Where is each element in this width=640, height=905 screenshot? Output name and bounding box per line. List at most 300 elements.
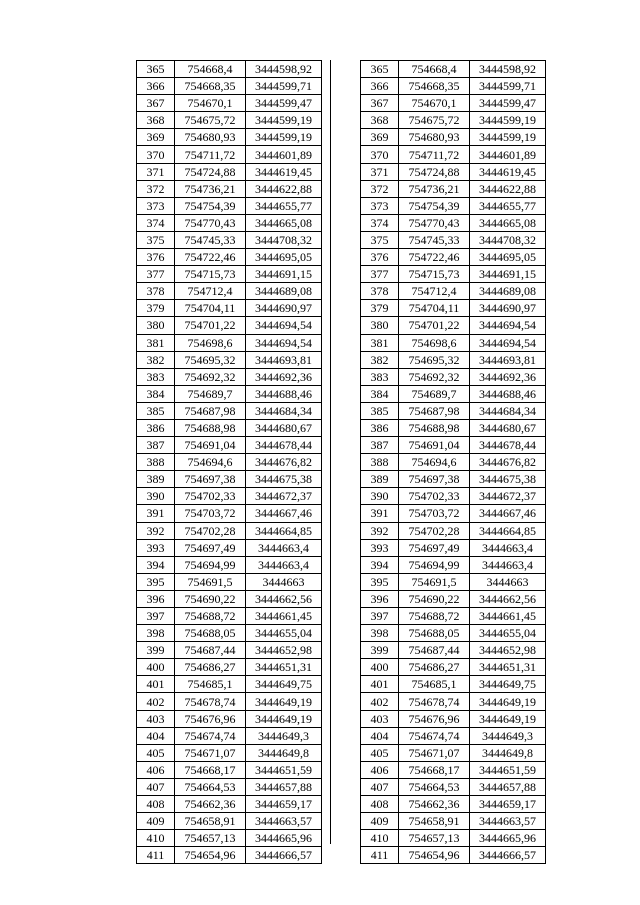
table-row (137, 95, 322, 112)
table-row (137, 266, 322, 283)
x-coordinate-cell: 754701,22 (175, 317, 246, 334)
x-coordinate-cell: 754668,4 (175, 61, 246, 78)
x-coordinate-cell: 754687,98 (175, 402, 246, 419)
point-number-cell: 401 (137, 676, 175, 693)
x-coordinate-cell: 754694,99 (175, 556, 246, 573)
x-coordinate-cell: 754671,07 (175, 744, 246, 761)
y-coordinate-cell: 3444599,19 (470, 112, 546, 129)
y-coordinate-cell: 3444649,75 (470, 676, 546, 693)
y-coordinate-cell: 3444651,59 (470, 761, 546, 778)
point-number-cell: 365 (361, 61, 399, 78)
y-coordinate-cell: 3444694,54 (246, 317, 322, 334)
x-coordinate-cell: 754654,96 (175, 847, 246, 864)
y-coordinate-cell: 3444655,77 (470, 197, 546, 214)
x-coordinate-cell: 754671,07 (399, 744, 470, 761)
y-coordinate-cell: 3444689,08 (470, 283, 546, 300)
x-coordinate-cell: 754692,32 (399, 368, 470, 385)
point-number-cell: 366 (137, 78, 175, 95)
point-number-cell: 388 (361, 454, 399, 471)
y-coordinate-cell: 3444708,32 (470, 231, 546, 248)
y-coordinate-cell: 3444662,56 (246, 590, 322, 607)
y-coordinate-cell: 3444680,67 (470, 419, 546, 436)
table-row (361, 249, 546, 266)
x-coordinate-cell: 754688,05 (399, 625, 470, 642)
point-number-cell: 381 (137, 334, 175, 351)
point-number-cell: 371 (137, 163, 175, 180)
x-coordinate-cell: 754695,32 (175, 351, 246, 368)
x-coordinate-cell: 754694,6 (175, 454, 246, 471)
table-row (137, 300, 322, 317)
coordinates-table-right-body (361, 61, 546, 864)
point-number-cell: 399 (137, 642, 175, 659)
x-coordinate-cell: 754745,33 (399, 231, 470, 248)
y-coordinate-cell: 3444689,08 (246, 283, 322, 300)
table-row (361, 385, 546, 402)
x-coordinate-cell: 754702,28 (399, 522, 470, 539)
table-row (361, 625, 546, 642)
y-coordinate-cell: 3444695,05 (246, 249, 322, 266)
table-row (137, 727, 322, 744)
y-coordinate-cell: 3444678,44 (470, 437, 546, 454)
y-coordinate-cell: 3444619,45 (470, 163, 546, 180)
x-coordinate-cell: 754690,22 (175, 590, 246, 607)
y-coordinate-cell: 3444649,19 (246, 693, 322, 710)
x-coordinate-cell: 754675,72 (399, 112, 470, 129)
point-number-cell: 383 (361, 368, 399, 385)
x-coordinate-cell: 754722,46 (399, 249, 470, 266)
table-row (137, 556, 322, 573)
x-coordinate-cell: 754689,7 (399, 385, 470, 402)
y-coordinate-cell: 3444663,4 (246, 556, 322, 573)
y-coordinate-cell: 3444688,46 (246, 385, 322, 402)
y-coordinate-cell: 3444684,34 (246, 402, 322, 419)
y-coordinate-cell: 3444622,88 (470, 180, 546, 197)
x-coordinate-cell: 754676,96 (175, 710, 246, 727)
x-coordinate-cell: 754691,04 (175, 437, 246, 454)
y-coordinate-cell: 3444665,08 (246, 214, 322, 231)
point-number-cell: 366 (361, 78, 399, 95)
x-coordinate-cell: 754678,74 (175, 693, 246, 710)
y-coordinate-cell: 3444599,71 (246, 78, 322, 95)
point-number-cell: 380 (137, 317, 175, 334)
x-coordinate-cell: 754703,72 (175, 505, 246, 522)
point-number-cell: 373 (137, 197, 175, 214)
point-number-cell: 411 (137, 847, 175, 864)
x-coordinate-cell: 754668,17 (175, 761, 246, 778)
point-number-cell: 374 (361, 214, 399, 231)
table-row (137, 693, 322, 710)
y-coordinate-cell: 3444657,88 (470, 778, 546, 795)
y-coordinate-cell: 3444688,46 (470, 385, 546, 402)
table-row (361, 180, 546, 197)
table-row (361, 522, 546, 539)
x-coordinate-cell: 754670,1 (175, 95, 246, 112)
table-row (137, 197, 322, 214)
x-coordinate-cell: 754704,11 (399, 300, 470, 317)
x-coordinate-cell: 754678,74 (399, 693, 470, 710)
point-number-cell: 392 (137, 522, 175, 539)
y-coordinate-cell: 3444601,89 (246, 146, 322, 163)
y-coordinate-cell: 3444655,04 (470, 625, 546, 642)
point-number-cell: 379 (361, 300, 399, 317)
table-row (361, 676, 546, 693)
point-number-cell: 390 (361, 488, 399, 505)
x-coordinate-cell: 754688,98 (399, 419, 470, 436)
y-coordinate-cell: 3444665,96 (470, 830, 546, 847)
point-number-cell: 385 (137, 402, 175, 419)
table-row (137, 419, 322, 436)
y-coordinate-cell: 3444649,3 (470, 727, 546, 744)
table-row (137, 334, 322, 351)
point-number-cell: 393 (361, 539, 399, 556)
x-coordinate-cell: 754674,74 (399, 727, 470, 744)
point-number-cell: 375 (361, 231, 399, 248)
y-coordinate-cell: 3444663 (470, 573, 546, 590)
y-coordinate-cell: 3444649,19 (246, 710, 322, 727)
point-number-cell: 372 (361, 180, 399, 197)
y-coordinate-cell: 3444694,54 (470, 317, 546, 334)
table-row (137, 539, 322, 556)
table-row (137, 249, 322, 266)
point-number-cell: 368 (361, 112, 399, 129)
y-coordinate-cell: 3444664,85 (246, 522, 322, 539)
table-row (361, 539, 546, 556)
point-number-cell: 386 (361, 419, 399, 436)
point-number-cell: 395 (361, 573, 399, 590)
point-number-cell: 379 (137, 300, 175, 317)
y-coordinate-cell: 3444694,54 (246, 334, 322, 351)
point-number-cell: 388 (137, 454, 175, 471)
point-number-cell: 398 (137, 625, 175, 642)
x-coordinate-cell: 754712,4 (399, 283, 470, 300)
y-coordinate-cell: 3444601,89 (470, 146, 546, 163)
table-row (361, 78, 546, 95)
point-number-cell: 402 (137, 693, 175, 710)
point-number-cell: 377 (361, 266, 399, 283)
x-coordinate-cell: 754668,4 (399, 61, 470, 78)
point-number-cell: 390 (137, 488, 175, 505)
x-coordinate-cell: 754685,1 (175, 676, 246, 693)
x-coordinate-cell: 754702,33 (399, 488, 470, 505)
point-number-cell: 365 (137, 61, 175, 78)
y-coordinate-cell: 3444665,08 (470, 214, 546, 231)
x-coordinate-cell: 754688,72 (399, 608, 470, 625)
point-number-cell: 378 (137, 283, 175, 300)
table-row (137, 180, 322, 197)
table-row (137, 454, 322, 471)
table-row (361, 830, 546, 847)
table-row (137, 129, 322, 146)
table-row (361, 214, 546, 231)
point-number-cell: 372 (137, 180, 175, 197)
point-number-cell: 386 (137, 419, 175, 436)
y-coordinate-cell: 3444691,15 (246, 266, 322, 283)
x-coordinate-cell: 754736,21 (399, 180, 470, 197)
y-coordinate-cell: 3444690,97 (246, 300, 322, 317)
table-row (137, 317, 322, 334)
x-coordinate-cell: 754687,44 (399, 642, 470, 659)
point-number-cell: 391 (361, 505, 399, 522)
point-number-cell: 384 (137, 385, 175, 402)
x-coordinate-cell: 754658,91 (175, 813, 246, 830)
table-row (361, 642, 546, 659)
point-number-cell: 396 (137, 590, 175, 607)
point-number-cell: 376 (361, 249, 399, 266)
table-row (137, 214, 322, 231)
table-row (361, 163, 546, 180)
y-coordinate-cell: 3444663 (246, 573, 322, 590)
x-coordinate-cell: 754712,4 (175, 283, 246, 300)
table-row (361, 197, 546, 214)
point-number-cell: 381 (361, 334, 399, 351)
table-row (361, 317, 546, 334)
point-number-cell: 410 (137, 830, 175, 847)
point-number-cell: 382 (137, 351, 175, 368)
point-number-cell: 376 (137, 249, 175, 266)
y-coordinate-cell: 3444672,37 (470, 488, 546, 505)
coordinates-table-left (136, 60, 322, 864)
x-coordinate-cell: 754691,5 (399, 573, 470, 590)
table-row (361, 744, 546, 761)
table-row (137, 761, 322, 778)
y-coordinate-cell: 3444619,45 (246, 163, 322, 180)
point-number-cell: 401 (361, 676, 399, 693)
table-row (361, 454, 546, 471)
x-coordinate-cell: 754658,91 (399, 813, 470, 830)
x-coordinate-cell: 754670,1 (399, 95, 470, 112)
point-number-cell: 385 (361, 402, 399, 419)
table-row (137, 112, 322, 129)
coordinates-table-right (360, 60, 546, 864)
point-number-cell: 371 (361, 163, 399, 180)
table-row (137, 163, 322, 180)
y-coordinate-cell: 3444663,4 (246, 539, 322, 556)
table-row (361, 693, 546, 710)
y-coordinate-cell: 3444599,47 (470, 95, 546, 112)
table-row (361, 727, 546, 744)
x-coordinate-cell: 754680,93 (175, 129, 246, 146)
column-divider (330, 60, 331, 844)
x-coordinate-cell: 754724,88 (175, 163, 246, 180)
point-number-cell: 378 (361, 283, 399, 300)
y-coordinate-cell: 3444676,82 (246, 454, 322, 471)
x-coordinate-cell: 754662,36 (399, 796, 470, 813)
x-coordinate-cell: 754715,73 (399, 266, 470, 283)
y-coordinate-cell: 3444663,4 (470, 539, 546, 556)
y-coordinate-cell: 3444598,92 (470, 61, 546, 78)
table-row (137, 590, 322, 607)
point-number-cell: 405 (361, 744, 399, 761)
x-coordinate-cell: 754654,96 (399, 847, 470, 864)
table-row (361, 488, 546, 505)
point-number-cell: 369 (361, 129, 399, 146)
table-row (137, 847, 322, 864)
table-row (137, 146, 322, 163)
table-row (361, 129, 546, 146)
point-number-cell: 403 (137, 710, 175, 727)
x-coordinate-cell: 754691,5 (175, 573, 246, 590)
point-number-cell: 375 (137, 231, 175, 248)
point-number-cell: 410 (361, 830, 399, 847)
x-coordinate-cell: 754722,46 (175, 249, 246, 266)
table-row (361, 796, 546, 813)
y-coordinate-cell: 3444649,8 (246, 744, 322, 761)
table-row (137, 505, 322, 522)
x-coordinate-cell: 754668,35 (175, 78, 246, 95)
y-coordinate-cell: 3444622,88 (246, 180, 322, 197)
x-coordinate-cell: 754724,88 (399, 163, 470, 180)
x-coordinate-cell: 754697,38 (399, 471, 470, 488)
point-number-cell: 397 (137, 608, 175, 625)
table-row (361, 556, 546, 573)
table-row (137, 608, 322, 625)
x-coordinate-cell: 754754,39 (399, 197, 470, 214)
table-row (137, 402, 322, 419)
y-coordinate-cell: 3444692,36 (246, 368, 322, 385)
table-row (361, 847, 546, 864)
x-coordinate-cell: 754697,49 (399, 539, 470, 556)
table-row (137, 676, 322, 693)
coordinates-table-left-body (137, 61, 322, 864)
table-row (137, 351, 322, 368)
x-coordinate-cell: 754686,27 (399, 659, 470, 676)
point-number-cell: 384 (361, 385, 399, 402)
y-coordinate-cell: 3444651,59 (246, 761, 322, 778)
y-coordinate-cell: 3444655,77 (246, 197, 322, 214)
y-coordinate-cell: 3444649,19 (470, 710, 546, 727)
point-number-cell: 403 (361, 710, 399, 727)
point-number-cell: 369 (137, 129, 175, 146)
table-row (361, 351, 546, 368)
y-coordinate-cell: 3444667,46 (470, 505, 546, 522)
x-coordinate-cell: 754711,72 (399, 146, 470, 163)
y-coordinate-cell: 3444655,04 (246, 625, 322, 642)
table-row (361, 334, 546, 351)
y-coordinate-cell: 3444693,81 (470, 351, 546, 368)
x-coordinate-cell: 754664,53 (175, 778, 246, 795)
x-coordinate-cell: 754754,39 (175, 197, 246, 214)
point-number-cell: 409 (361, 813, 399, 830)
point-number-cell: 367 (137, 95, 175, 112)
table-row (137, 813, 322, 830)
table-row (137, 78, 322, 95)
y-coordinate-cell: 3444667,46 (246, 505, 322, 522)
point-number-cell: 367 (361, 95, 399, 112)
point-number-cell: 370 (361, 146, 399, 163)
x-coordinate-cell: 754664,53 (399, 778, 470, 795)
y-coordinate-cell: 3444657,88 (246, 778, 322, 795)
table-row (361, 231, 546, 248)
y-coordinate-cell: 3444661,45 (470, 608, 546, 625)
point-number-cell: 380 (361, 317, 399, 334)
point-number-cell: 373 (361, 197, 399, 214)
x-coordinate-cell: 754745,33 (175, 231, 246, 248)
point-number-cell: 400 (361, 659, 399, 676)
point-number-cell: 407 (361, 778, 399, 795)
point-number-cell: 370 (137, 146, 175, 163)
table-row (361, 95, 546, 112)
table-row (361, 402, 546, 419)
point-number-cell: 377 (137, 266, 175, 283)
table-row (361, 710, 546, 727)
y-coordinate-cell: 3444666,57 (246, 847, 322, 864)
y-coordinate-cell: 3444675,38 (470, 471, 546, 488)
y-coordinate-cell: 3444690,97 (470, 300, 546, 317)
x-coordinate-cell: 754703,72 (399, 505, 470, 522)
x-coordinate-cell: 754697,49 (175, 539, 246, 556)
point-number-cell: 400 (137, 659, 175, 676)
x-coordinate-cell: 754680,93 (399, 129, 470, 146)
x-coordinate-cell: 754770,43 (399, 214, 470, 231)
point-number-cell: 394 (361, 556, 399, 573)
point-number-cell: 389 (361, 471, 399, 488)
y-coordinate-cell: 3444651,31 (470, 659, 546, 676)
x-coordinate-cell: 754657,13 (175, 830, 246, 847)
point-number-cell: 397 (361, 608, 399, 625)
x-coordinate-cell: 754687,98 (399, 402, 470, 419)
y-coordinate-cell: 3444663,4 (470, 556, 546, 573)
point-number-cell: 391 (137, 505, 175, 522)
table-row (137, 796, 322, 813)
table-row (137, 659, 322, 676)
y-coordinate-cell: 3444662,56 (470, 590, 546, 607)
x-coordinate-cell: 754676,96 (399, 710, 470, 727)
table-row (361, 471, 546, 488)
y-coordinate-cell: 3444680,67 (246, 419, 322, 436)
table-row (137, 471, 322, 488)
x-coordinate-cell: 754674,74 (175, 727, 246, 744)
table-row (361, 761, 546, 778)
point-number-cell: 409 (137, 813, 175, 830)
y-coordinate-cell: 3444676,82 (470, 454, 546, 471)
x-coordinate-cell: 754770,43 (175, 214, 246, 231)
y-coordinate-cell: 3444599,71 (470, 78, 546, 95)
table-row (361, 505, 546, 522)
table-row (137, 231, 322, 248)
point-number-cell: 387 (361, 437, 399, 454)
table-row (361, 573, 546, 590)
x-coordinate-cell: 754702,28 (175, 522, 246, 539)
y-coordinate-cell: 3444684,34 (470, 402, 546, 419)
y-coordinate-cell: 3444694,54 (470, 334, 546, 351)
table-row (361, 283, 546, 300)
table-row (137, 522, 322, 539)
table-row (137, 488, 322, 505)
x-coordinate-cell: 754692,32 (175, 368, 246, 385)
x-coordinate-cell: 754697,38 (175, 471, 246, 488)
table-row (137, 830, 322, 847)
x-coordinate-cell: 754688,05 (175, 625, 246, 642)
x-coordinate-cell: 754668,35 (399, 78, 470, 95)
x-coordinate-cell: 754715,73 (175, 266, 246, 283)
table-row (361, 608, 546, 625)
point-number-cell: 382 (361, 351, 399, 368)
table-row (137, 368, 322, 385)
table-row (137, 778, 322, 795)
y-coordinate-cell: 3444663,57 (470, 813, 546, 830)
x-coordinate-cell: 754688,72 (175, 608, 246, 625)
y-coordinate-cell: 3444692,36 (470, 368, 546, 385)
x-coordinate-cell: 754689,7 (175, 385, 246, 402)
x-coordinate-cell: 754662,36 (175, 796, 246, 813)
y-coordinate-cell: 3444661,45 (246, 608, 322, 625)
y-coordinate-cell: 3444649,19 (470, 693, 546, 710)
x-coordinate-cell: 754698,6 (399, 334, 470, 351)
table-row (361, 659, 546, 676)
point-number-cell: 389 (137, 471, 175, 488)
point-number-cell: 408 (137, 796, 175, 813)
y-coordinate-cell: 3444666,57 (470, 847, 546, 864)
